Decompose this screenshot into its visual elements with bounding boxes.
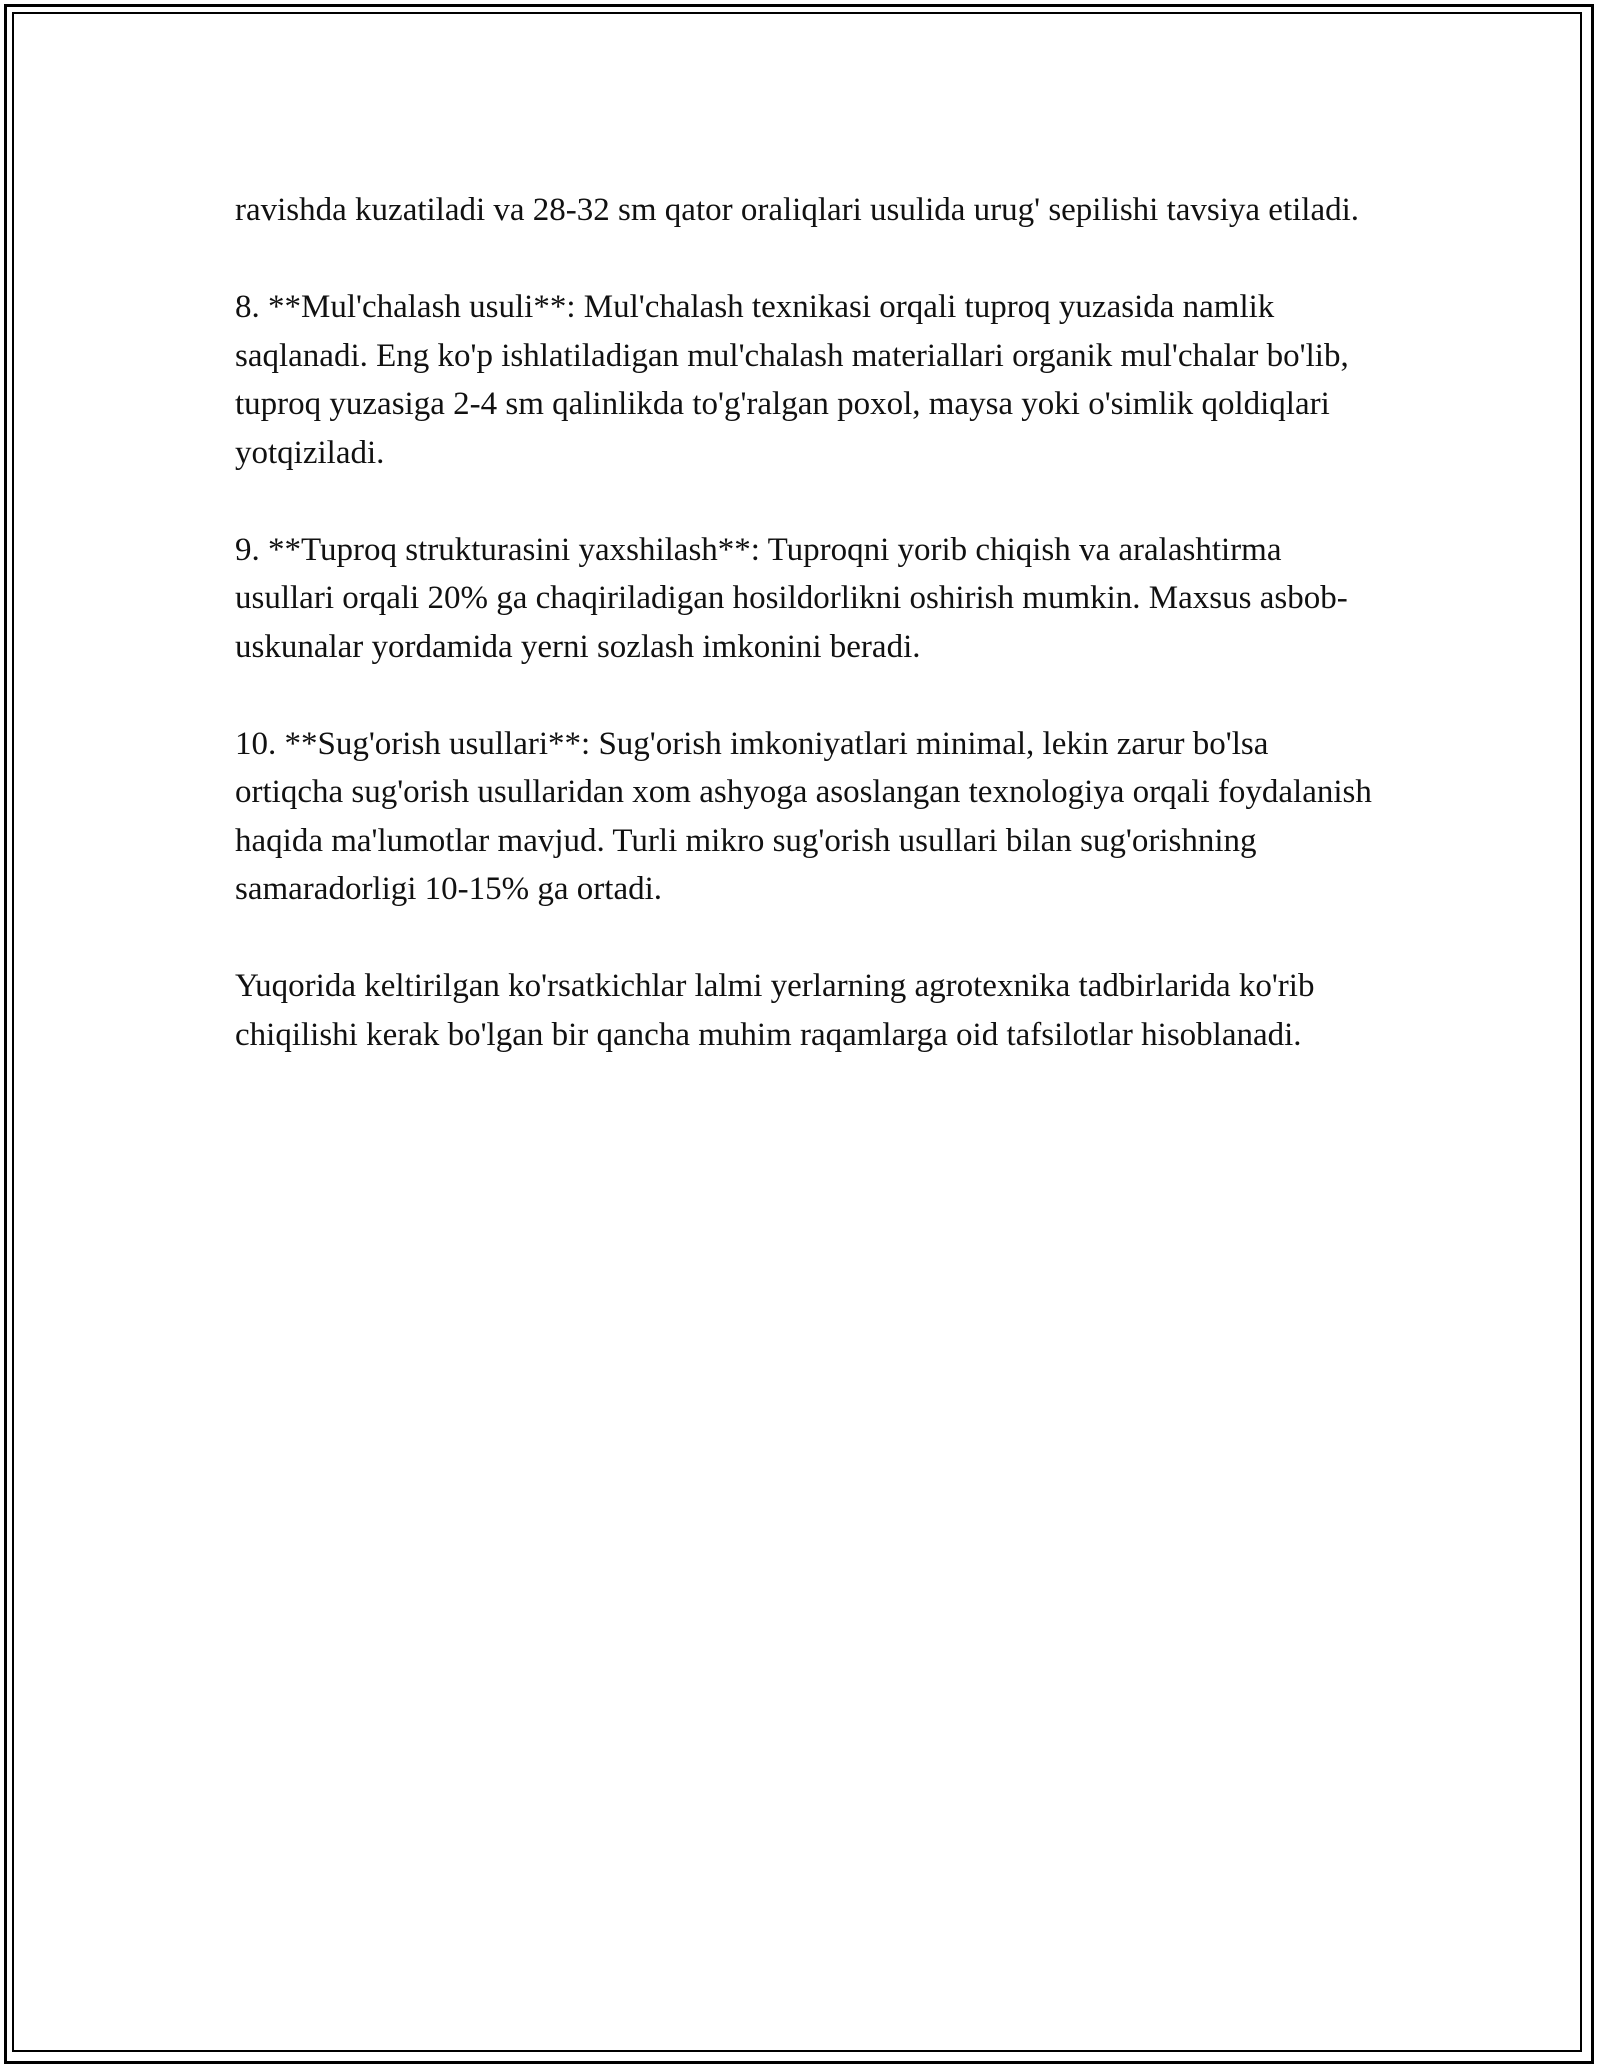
- paragraph-irrigation: 10. **Sug'orish usullari**: Sug'orish imkoniyatlari minimal, lekin zarur bo'lsa ortiqcha sug'orish usullaridan xom ashyoga asoslangan texnologiya orqali foydalanish haqida ma'lumotlar mavjud. Turli mikro sug'orish usullari bilan sug'orishning samaradorligi 10-15% ga ortadi.: [235, 725, 1372, 907]
- paragraph-continuation: ravishda kuzatiladi va 28-32 sm qator oraliqlari usulida urug' sepilishi tavsiya etiladi.: [235, 192, 1360, 228]
- paragraph-soil-structure: 9. **Tuproq strukturasini yaxshilash**: Tuproqni yorib chiqish va aralashtirma usullari orqali 20% ga chaqiriladigan hosildorlikni oshirish mumkin. Maxsus asbob-uskunalar yordamida yerni sozlash imkonini beradi.: [235, 531, 1348, 665]
- paragraph-mulching: 8. **Mul'chalash usuli**: Mul'chalash texnikasi orqali tuproq yuzasida namlik saqlanadi. Eng ko'p ishlatiladigan mul'chalash materiallari organik mul'chalar bo'lib, tuproq yuzasiga 2-4 sm qalinlikda to'g'ralgan poxol, maysa yoki o'simlik qoldiqlari yotqiziladi.: [235, 289, 1349, 471]
- document-body: [235, 186, 1375, 1108]
- paragraph-conclusion: Yuqorida keltirilgan ko'rsatkichlar lalmi yerlarning agrotexnika tadbirlarida ko'rib chiqilishi kerak bo'lgan bir qancha muhim raqamlarga oid tafsilotlar hisoblanadi.: [235, 968, 1315, 1053]
